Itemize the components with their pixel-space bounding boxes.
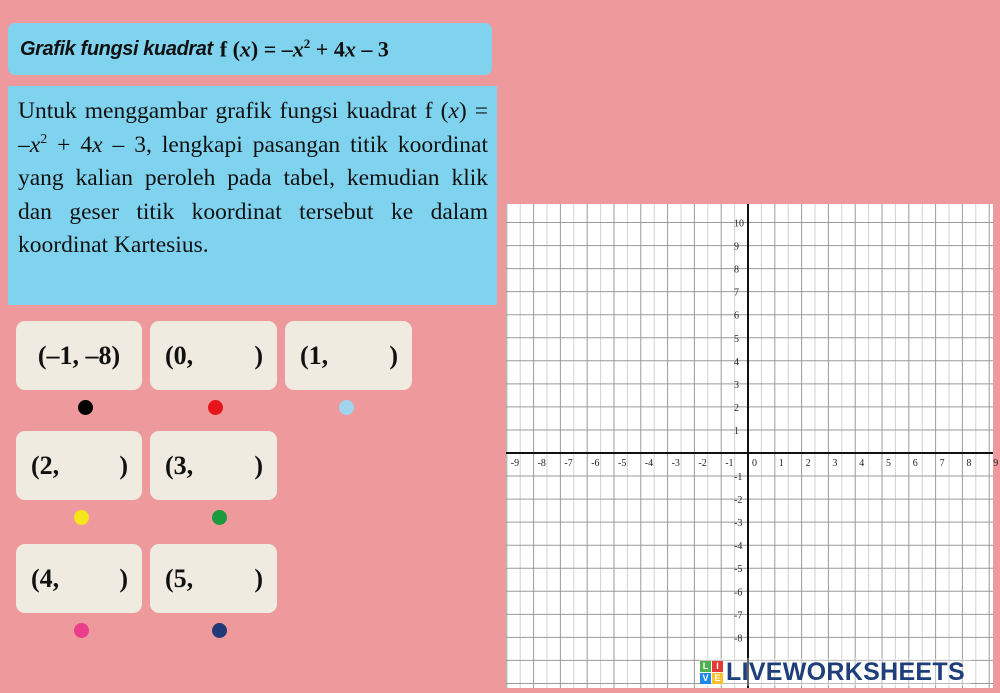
x-tick-label: 9	[993, 458, 999, 469]
draggable-point-yellow[interactable]	[74, 510, 89, 525]
instruction-line: titik koordinat yang kalian peroleh pada	[18, 131, 489, 191]
liveworksheets-watermark	[700, 658, 971, 686]
y-tick-label: 5	[734, 333, 739, 345]
y-tick-label: -3	[734, 518, 743, 530]
y-tick-label: 1	[734, 425, 739, 437]
liveworksheets-logo: L I V E	[700, 661, 723, 684]
card-left: (1,	[300, 340, 329, 370]
x-tick-label: 2	[805, 458, 811, 469]
instruction-line: koordinat tersebut ke dalam koordinat	[18, 198, 488, 258]
x-tick-label: 4	[859, 458, 865, 469]
x-tick-label: -3	[671, 458, 680, 469]
draggable-point-pink[interactable]	[74, 623, 89, 638]
y-tick-label: -4	[734, 541, 743, 553]
coordinate-card-neg1	[16, 321, 142, 390]
x-tick-label: 6	[912, 458, 918, 469]
y-tick-label: -7	[734, 610, 743, 622]
card-left: (2,	[31, 450, 60, 480]
card-right: )	[254, 340, 263, 370]
y-tick-label: 4	[734, 356, 739, 368]
instruction-line: Untuk menggambar grafik fungsi kuadrat	[18, 98, 417, 124]
instructions-box	[8, 86, 497, 305]
draggable-point-black[interactable]	[78, 400, 93, 415]
card-right: )	[254, 563, 263, 593]
y-tick-label: -6	[734, 587, 743, 599]
x-tick-label: -7	[564, 458, 573, 469]
card-right: )	[389, 340, 398, 370]
x-tick-label: -1	[725, 458, 734, 469]
x-tick-label: -8	[537, 458, 546, 469]
instruction-line: Kartesius.	[113, 232, 209, 258]
title-lead-text: Grafik fungsi kuadrat	[20, 37, 213, 60]
x-tick-label: -4	[644, 458, 654, 469]
instruction-line: tabel, kemudian klik dan geser titik	[18, 165, 489, 225]
x-tick-label: 1	[778, 458, 784, 469]
coordinate-card-0	[150, 321, 277, 390]
coordinate-card-2	[16, 431, 142, 500]
card-left: (3,	[165, 450, 194, 480]
title-banner	[8, 23, 492, 75]
coordinate-card-3	[150, 431, 277, 500]
x-tick-label: 8	[966, 458, 972, 469]
x-tick-label: -5	[618, 458, 627, 469]
card-label: (–1, –8)	[37, 340, 121, 370]
y-tick-label: 8	[734, 264, 739, 276]
x-tick-label: -6	[591, 458, 600, 469]
x-tick-label: 7	[939, 458, 945, 469]
x-tick-label: 5	[886, 458, 891, 469]
y-tick-label: 2	[734, 402, 739, 414]
draggable-point-navy[interactable]	[212, 623, 227, 638]
y-tick-label: 7	[734, 287, 739, 299]
y-tick-label: 6	[734, 310, 739, 322]
x-tick-label: 0	[752, 458, 757, 469]
y-tick-label: 9	[734, 241, 739, 253]
draggable-point-green[interactable]	[212, 510, 227, 525]
y-tick-label: -2	[734, 495, 743, 507]
y-tick-label: 10	[734, 218, 744, 230]
card-right: )	[119, 563, 128, 593]
card-right: )	[254, 450, 263, 480]
cartesian-grid	[506, 204, 999, 688]
draggable-point-lightblue[interactable]	[339, 400, 354, 415]
card-right: )	[119, 450, 128, 480]
x-tick-label: -2	[698, 458, 707, 469]
cartesian-plane[interactable]	[506, 204, 999, 688]
y-tick-label: -8	[734, 633, 743, 645]
title-equation: f $(x) = -x^2 + 4x - 3$	[219, 35, 389, 62]
watermark-text: LIVEWORKSHEETS	[726, 657, 965, 686]
x-tick-label: 3	[832, 458, 838, 469]
card-left: (0,	[165, 340, 194, 370]
instruction-line: f $(x) = -x^2 + 4x - 3$, lengkapi pasangan	[18, 98, 488, 158]
card-left: (5,	[165, 563, 194, 593]
x-tick-label: -9	[510, 458, 520, 469]
y-tick-label: -5	[734, 564, 743, 576]
coordinate-card-1	[285, 321, 412, 390]
card-left: (4,	[31, 563, 60, 593]
coordinate-card-5	[150, 544, 277, 613]
y-tick-label: -1	[734, 472, 743, 484]
draggable-point-red[interactable]	[208, 400, 223, 415]
coordinate-card-4	[16, 544, 142, 613]
y-tick-label: 3	[734, 379, 739, 391]
